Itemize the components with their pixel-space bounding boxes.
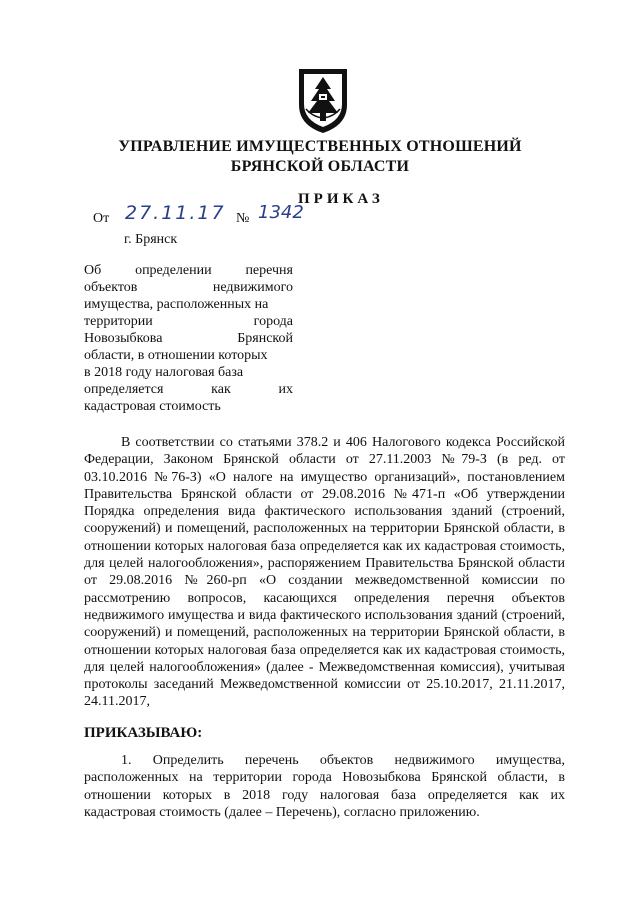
organization-name-line1: УПРАВЛЕНИЕ ИМУЩЕСТВЕННЫХ ОТНОШЕНИЙ [118, 138, 522, 155]
order-subject [84, 262, 293, 415]
subject-line: территории города [84, 314, 293, 329]
number-label: № [236, 211, 250, 226]
preamble-paragraph: В соответствии со статьями 378.2 и 406 Налогового кодекса Российской Федерации, Законом Брянской области от 27.11.2003 №79-З (в ред. от 03.10.2016 №76-З) «О налоге на имущество организаций», постановлением Правительства Брянской области от 29.08.2016 №471-п «Об утверждении Порядка определения вида фактического использования зданий (строений, сооружений) и помещений, расположенных на территории Брянской области, в отношении которых налоговая база определяется как их кадастровая стоимость, для целей налогообложения», распоряжением Правительства Брянской области от 29.08.2016 №260-рп «О создании межведомственной комиссии по рассмотрению вопросов, касающихся определения перечня объектов недвижимого имущества и вида фактического использования зданий (строений, сооружений) и помещений, расположенных на территории Брянской области, в отношении которых налоговая база определяется как их кадастровая стоимость, для целей налогообложения» (далее - Межведомственная комиссия), учитывая протоколы заседаний Межведомственной комиссии от 25.10.2017, 21.11.2017, 24.11.2017, [84, 435, 565, 710]
subject-line: Новозыбкова Брянской [84, 331, 293, 346]
subject-line: области, в отношении которых [84, 348, 268, 363]
order-item-1: 1. Определить перечень объектов недвижимого имущества, расположенных на территории города Новозыбкова Брянской области, в отношении которых в 2018 году налоговая база определяется как их кадастровая стоимость (далее – Перечень), согласно приложению. [84, 753, 565, 820]
subject-line: Об определении перечня [84, 263, 293, 278]
document-type-title: ПРИКАЗ [298, 191, 384, 207]
subject-line: в 2018 году налоговая база [84, 365, 244, 380]
subject-line: определяется как их [84, 382, 293, 397]
subject-line: объектов недвижимого [84, 280, 293, 295]
city-name: г. Брянск [124, 232, 178, 247]
coat-of-arms-emblem [297, 65, 349, 135]
handwritten-date: 27.11.17 [125, 202, 226, 224]
subject-line: имущества, расположенных на [84, 297, 269, 312]
date-label: От [93, 211, 110, 226]
organization-name-line2: БРЯНСКОЙ ОБЛАСТИ [230, 158, 410, 175]
handwritten-number: 1342 [258, 202, 304, 223]
order-heading: ПРИКАЗЫВАЮ: [84, 725, 203, 741]
subject-line: кадастровая стоимость [84, 399, 221, 414]
